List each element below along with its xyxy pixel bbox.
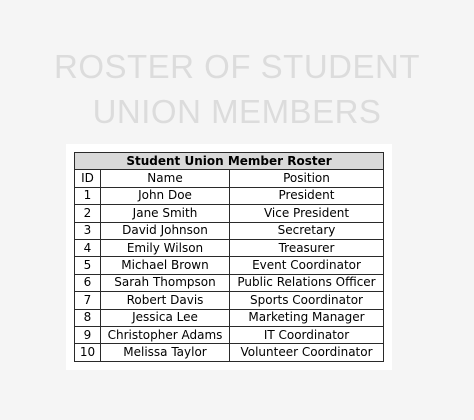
cell-position[interactable]: President xyxy=(230,187,384,204)
table-row xyxy=(75,274,384,291)
cell-name[interactable]: Sarah Thompson xyxy=(101,274,230,291)
table-row xyxy=(75,187,384,204)
cell-position[interactable]: Public Relations Officer xyxy=(230,274,384,291)
cell-name[interactable]: David Johnson xyxy=(101,222,230,239)
table-row xyxy=(75,326,384,343)
cell-id[interactable]: 9 xyxy=(75,326,101,343)
table-row xyxy=(75,344,384,361)
header-id[interactable]: ID xyxy=(75,170,101,187)
cell-id[interactable]: 8 xyxy=(75,309,101,326)
cell-name[interactable]: John Doe xyxy=(101,187,230,204)
cell-position[interactable]: Vice President xyxy=(230,205,384,222)
cell-id[interactable]: 4 xyxy=(75,239,101,256)
table-row xyxy=(75,222,384,239)
cell-id[interactable]: 5 xyxy=(75,257,101,274)
page-title-line-1: ROSTER OF STUDENT xyxy=(53,48,420,85)
table-header-row xyxy=(75,170,384,187)
cell-id[interactable]: 7 xyxy=(75,292,101,309)
roster-table xyxy=(74,152,384,362)
page-title-line-2: UNION MEMBERS xyxy=(92,93,382,130)
table-row xyxy=(75,205,384,222)
cell-position[interactable]: Treasurer xyxy=(230,239,384,256)
cell-name[interactable]: Jessica Lee xyxy=(101,309,230,326)
cell-name[interactable]: Melissa Taylor xyxy=(101,344,230,361)
table-row xyxy=(75,239,384,256)
table-row xyxy=(75,257,384,274)
cell-name[interactable]: Robert Davis xyxy=(101,292,230,309)
page-title xyxy=(0,44,474,134)
cell-position[interactable]: Secretary xyxy=(230,222,384,239)
cell-position[interactable]: IT Coordinator xyxy=(230,326,384,343)
cell-id[interactable]: 10 xyxy=(75,344,101,361)
cell-id[interactable]: 2 xyxy=(75,205,101,222)
cell-id[interactable]: 6 xyxy=(75,274,101,291)
cell-id[interactable]: 1 xyxy=(75,187,101,204)
table-row xyxy=(75,292,384,309)
table-row xyxy=(75,309,384,326)
table-caption-row xyxy=(75,153,384,170)
table-caption[interactable]: Student Union Member Roster xyxy=(75,153,384,170)
cell-position[interactable]: Marketing Manager xyxy=(230,309,384,326)
cell-position[interactable]: Sports Coordinator xyxy=(230,292,384,309)
cell-id[interactable]: 3 xyxy=(75,222,101,239)
header-position[interactable]: Position xyxy=(230,170,384,187)
cell-position[interactable]: Event Coordinator xyxy=(230,257,384,274)
cell-name[interactable]: Michael Brown xyxy=(101,257,230,274)
cell-position[interactable]: Volunteer Coordinator xyxy=(230,344,384,361)
cell-name[interactable]: Emily Wilson xyxy=(101,239,230,256)
header-name[interactable]: Name xyxy=(101,170,230,187)
cell-name[interactable]: Jane Smith xyxy=(101,205,230,222)
cell-name[interactable]: Christopher Adams xyxy=(101,326,230,343)
